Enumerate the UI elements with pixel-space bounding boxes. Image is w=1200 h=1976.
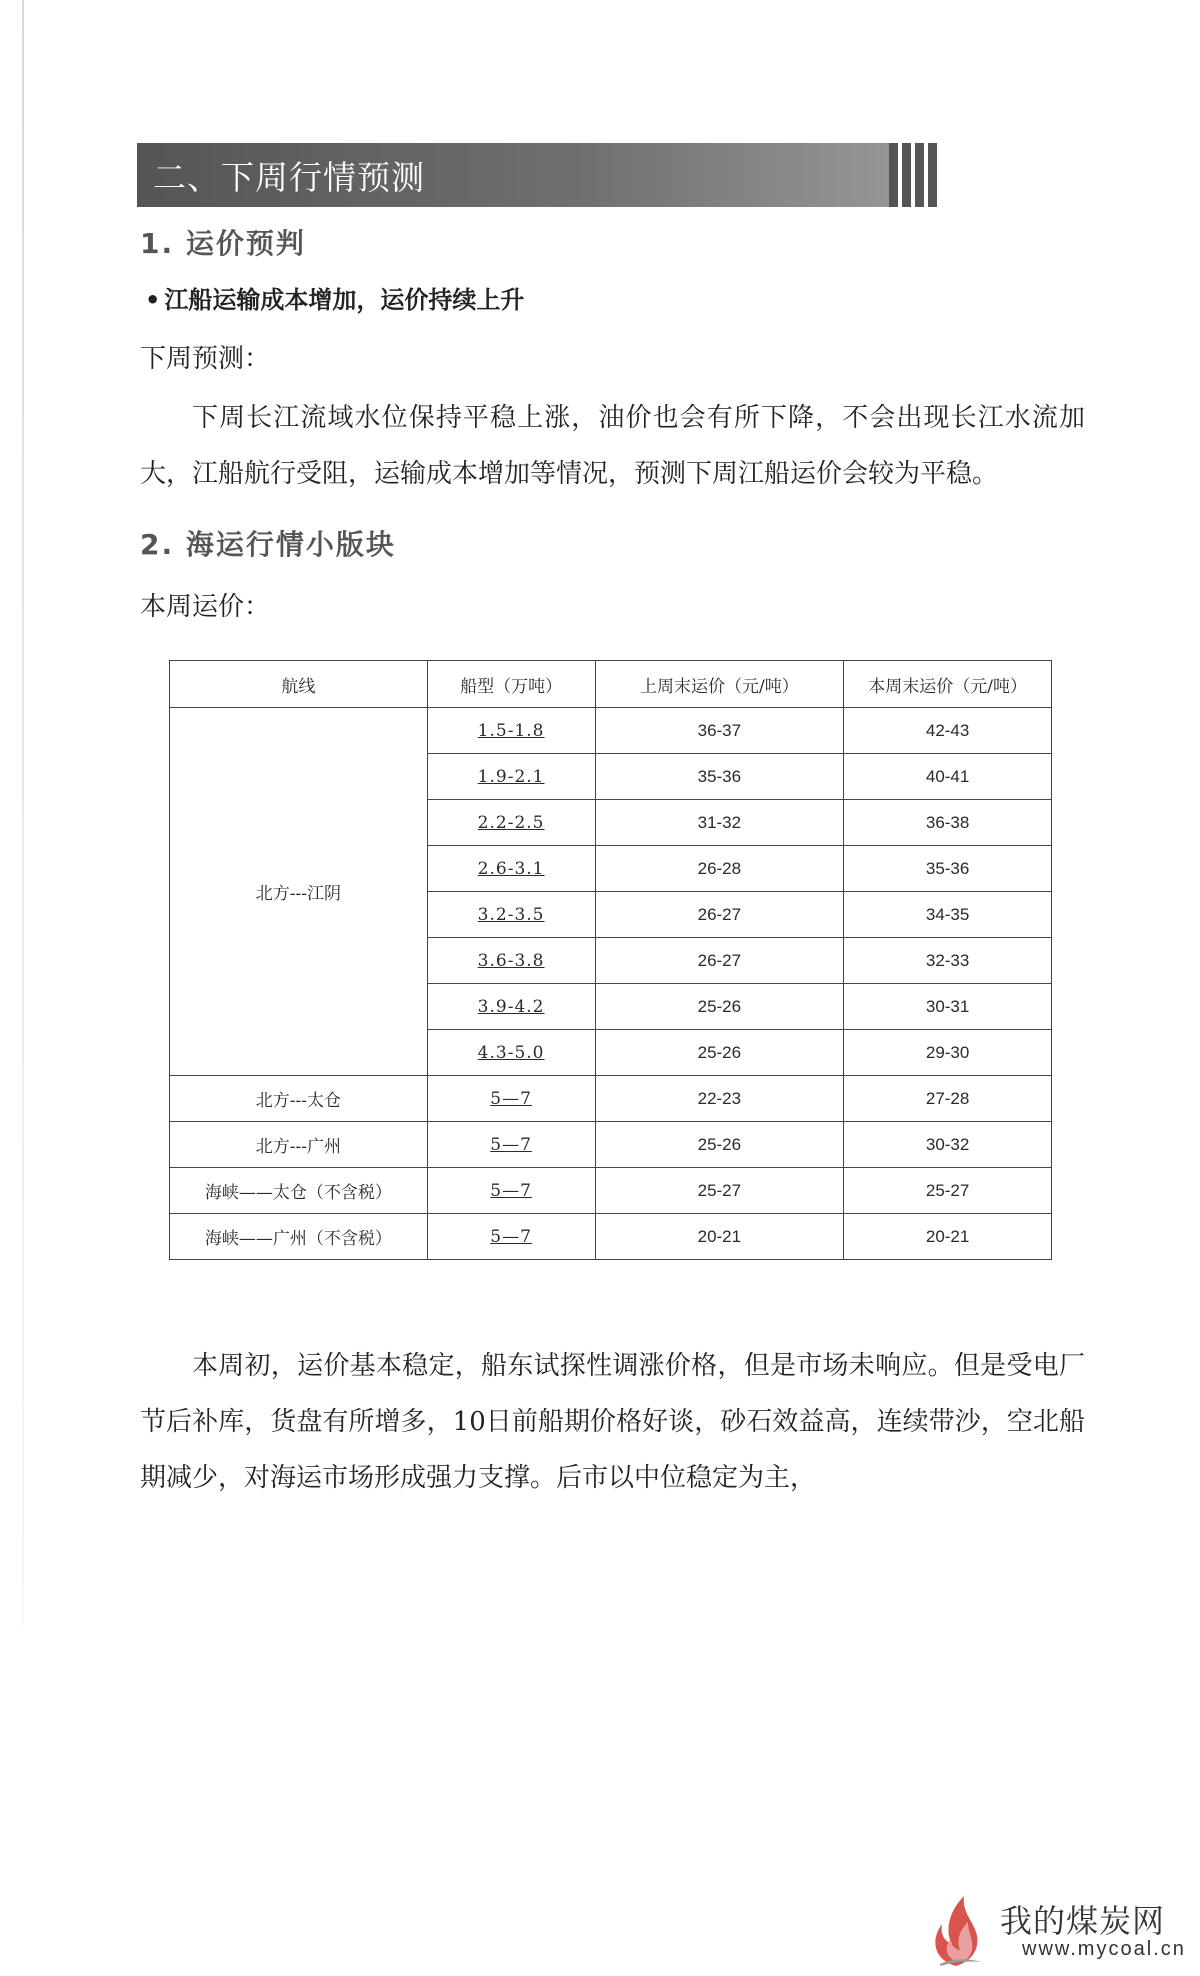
sea-shipping-heading: 2. 海运行情小版块	[140, 528, 396, 561]
forecast-bullet-text: 江船运输成本增加，运价持续上升	[164, 286, 525, 314]
this-week-rate-cell: 35-36	[844, 846, 1052, 892]
section-header-bar	[137, 143, 937, 207]
scan-edge-line	[22, 0, 24, 1625]
this-week-rate-cell: 40-41	[844, 754, 1052, 800]
market-paragraph: 本周初，运价基本稳定，船东试探性调涨价格，但是市场未响应。但是受电厂节后补库，货盘有所增多，10日前船期价格好谈，砂石效益高，连续带沙，空北船期减少，对海运市场形成强力支撑。后市以中位稳定为主，	[140, 1351, 1085, 1493]
ship-size-cell: 3.2-3.5	[427, 892, 595, 938]
ship-size-cell: 5—7	[427, 1076, 595, 1122]
watermark-site-name: 我的煤炭网	[1000, 1902, 1166, 1940]
table-row	[170, 1168, 1052, 1214]
ship-size-cell: 3.6-3.8	[427, 938, 595, 984]
ship-size-cell: 5—7	[427, 1168, 595, 1214]
header-this-week-rate: 本周末运价（元/吨）	[844, 661, 1052, 708]
freight-rate-table	[169, 660, 1052, 1260]
watermark-url: www.mycoal.cn	[1022, 1938, 1186, 1960]
forecast-paragraph: 下周长江流域水位保持平稳上涨，油价也会有所下降，不会出现长江水流加大，江船航行受阻，运输成本增加等情况，预测下周江船运价会较为平稳。	[140, 403, 1085, 489]
table-row	[170, 708, 1052, 754]
last-week-rate-cell: 25-26	[595, 1030, 844, 1076]
ship-size-cell: 2.6-3.1	[427, 846, 595, 892]
this-week-rate-cell: 42-43	[844, 708, 1052, 754]
forecast-bullet	[145, 280, 524, 315]
ship-size-cell: 1.5-1.8	[427, 708, 595, 754]
table-header-row	[170, 661, 1052, 708]
header-route: 航线	[170, 661, 428, 708]
ship-size-cell: 4.3-5.0	[427, 1030, 595, 1076]
last-week-rate-cell: 35-36	[595, 754, 844, 800]
flame-logo-icon	[926, 1890, 992, 1968]
section-title: 二、下周行情预测	[153, 157, 425, 197]
ship-size-cell: 2.2-2.5	[427, 800, 595, 846]
this-week-rate-cell: 32-33	[844, 938, 1052, 984]
route-cell: 海峡——广州（不含税）	[170, 1214, 428, 1260]
bullet-icon: •	[145, 286, 161, 314]
header-last-week-rate: 上周末运价（元/吨）	[595, 661, 844, 708]
last-week-rate-cell: 31-32	[595, 800, 844, 846]
header-ship-size: 船型（万吨）	[427, 661, 595, 708]
route-cell: 海峡——太仓（不含税）	[170, 1168, 428, 1214]
last-week-rate-cell: 25-26	[595, 984, 844, 1030]
last-week-rate-cell: 36-37	[595, 708, 844, 754]
this-week-rate-cell: 34-35	[844, 892, 1052, 938]
ship-size-cell: 3.9-4.2	[427, 984, 595, 1030]
this-week-rate-cell: 29-30	[844, 1030, 1052, 1076]
table-row	[170, 1214, 1052, 1260]
last-week-rate-cell: 22-23	[595, 1076, 844, 1122]
this-week-rate-cell: 25-27	[844, 1168, 1052, 1214]
last-week-rate-cell: 26-27	[595, 938, 844, 984]
next-week-forecast-label: 下周预测：	[140, 344, 271, 374]
header-stripes-decoration	[889, 143, 937, 207]
this-week-rate-cell: 30-32	[844, 1122, 1052, 1168]
route-cell: 北方---江阴	[170, 708, 428, 1076]
ship-size-cell: 1.9-2.1	[427, 754, 595, 800]
route-cell: 北方---广州	[170, 1122, 428, 1168]
this-week-rate-cell: 27-28	[844, 1076, 1052, 1122]
ship-size-cell: 5—7	[427, 1214, 595, 1260]
last-week-rate-cell: 25-26	[595, 1122, 844, 1168]
last-week-rate-cell: 20-21	[595, 1214, 844, 1260]
table-row	[170, 1076, 1052, 1122]
this-week-rate-cell: 36-38	[844, 800, 1052, 846]
ship-size-cell: 5—7	[427, 1122, 595, 1168]
last-week-rate-cell: 26-27	[595, 892, 844, 938]
table-row	[170, 1122, 1052, 1168]
last-week-rate-cell: 25-27	[595, 1168, 844, 1214]
site-watermark-logo	[926, 1890, 1186, 1968]
this-week-rate-cell: 20-21	[844, 1214, 1052, 1260]
last-week-rate-cell: 26-28	[595, 846, 844, 892]
route-cell: 北方---太仓	[170, 1076, 428, 1122]
freight-forecast-heading: 1. 运价预判	[140, 227, 306, 260]
this-week-rates-label: 本周运价：	[140, 592, 271, 622]
this-week-rate-cell: 30-31	[844, 984, 1052, 1030]
